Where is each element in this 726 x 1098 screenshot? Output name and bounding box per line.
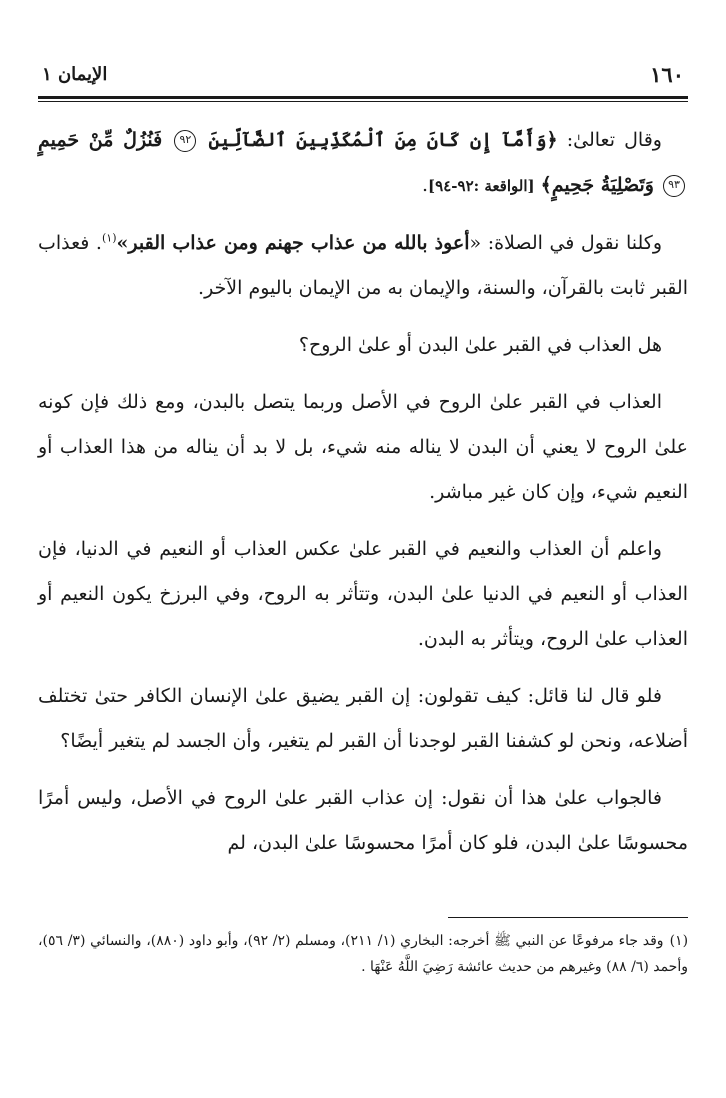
paragraph-quran-verse <box>38 118 688 209</box>
ayah-number-marker: ٩٣ <box>663 175 685 197</box>
paragraph-barzakh: واعلم أن العذاب والنعيم في القبر علىٰ عكس العذاب أو النعيم في الدنيا، فإن العذاب أو النعيم في الدنيا علىٰ البدن، وتتأثر به الروح، وفي البرزخ يكون النعيم أو العذاب علىٰ الروح، ويتأثر به البدن. <box>38 538 688 650</box>
surah-reference: [الواقعة :٩٢-٩٤] <box>428 177 535 195</box>
book-title: الإيمان ١ <box>42 64 108 85</box>
footnote <box>38 928 688 980</box>
prayer-dua: أعوذ بالله من عذاب جهنم ومن عذاب القبر <box>128 232 470 254</box>
page-number: ١٦٠ <box>650 62 684 87</box>
running-header <box>38 62 688 92</box>
paragraph-answer: فالجواب علىٰ هذا أن نقول: إن عذاب القبر علىٰ الروح في الأصل، وليس أمرًا محسوسًا علىٰ البدن، فلو كان أمرًا محسوسًا علىٰ البدن، لم <box>38 787 688 854</box>
footnote-marker: (١) <box>669 933 689 949</box>
ayah-number-marker: ٩٢ <box>174 130 196 152</box>
prayer-quote-close: » <box>116 232 129 254</box>
verse-part-b: فَنُزُلٌ مِّنْ حَمِيمٍ <box>38 129 163 151</box>
main-text <box>38 118 688 878</box>
paragraph-question: هل العذاب في القبر علىٰ البدن أو علىٰ الروح؟ <box>298 334 662 356</box>
footnote-reference[interactable]: (١) <box>101 231 117 245</box>
verse-end: . <box>422 174 429 196</box>
verse-part-a: ﴿وَأَمَّآ إِن كَانَ مِنَ ٱلْمُكَذِّبِينَ ٱلضَّآلِّينَ <box>208 129 558 151</box>
book-page <box>38 0 688 1098</box>
header-rule-thin <box>38 101 688 102</box>
footnote-text: وقد جاء مرفوعًا عن النبي ﷺ أخرجه: البخاري (١/ ٢١١)، ومسلم (٢/ ٩٢)، وأبو داود (٨٨٠)، والنسائي (٣/ ٥٦)، وأحمد (٦/ ٨٨) وغيرهم من حديث عائشة رَضِيَ اللَّهُ عَنْهَا . <box>38 933 688 975</box>
paragraph-soul-body: العذاب في القبر علىٰ الروح في الأصل وربما يتصل بالبدن، ومع ذلك فإن كونه علىٰ الروح لا يعني أن البدن لا يناله منه شيء، بل لا بد أن يناله من هذا العذاب أو النعيم شيء، وإن كان غير مباشر. <box>38 391 688 503</box>
verse-part-c: وَتَصْلِيَةُ جَحِيمٍ﴾ <box>540 174 654 196</box>
prayer-rest: . فعذاب القبر ثابت بالقرآن، والسنة، والإيمان به من الإيمان باليوم الآخر. <box>38 232 688 299</box>
paragraph-objection: فلو قال لنا قائل: كيف تقولون: إن القبر يضيق علىٰ الإنسان الكافر حتىٰ تختلف أضلاعه، ونحن لو كشفنا القبر لوجدنا أن القبر لم يتغير، وأن الجسد لم يتغير أيضًا؟ <box>38 685 688 752</box>
paragraph-prayer <box>38 221 688 311</box>
footnote-separator <box>448 917 688 918</box>
prayer-intro: وكلنا نقول في الصلاة: « <box>469 232 662 254</box>
header-rule-thick <box>38 96 688 99</box>
verse-intro: وقال تعالىٰ: <box>557 129 662 151</box>
